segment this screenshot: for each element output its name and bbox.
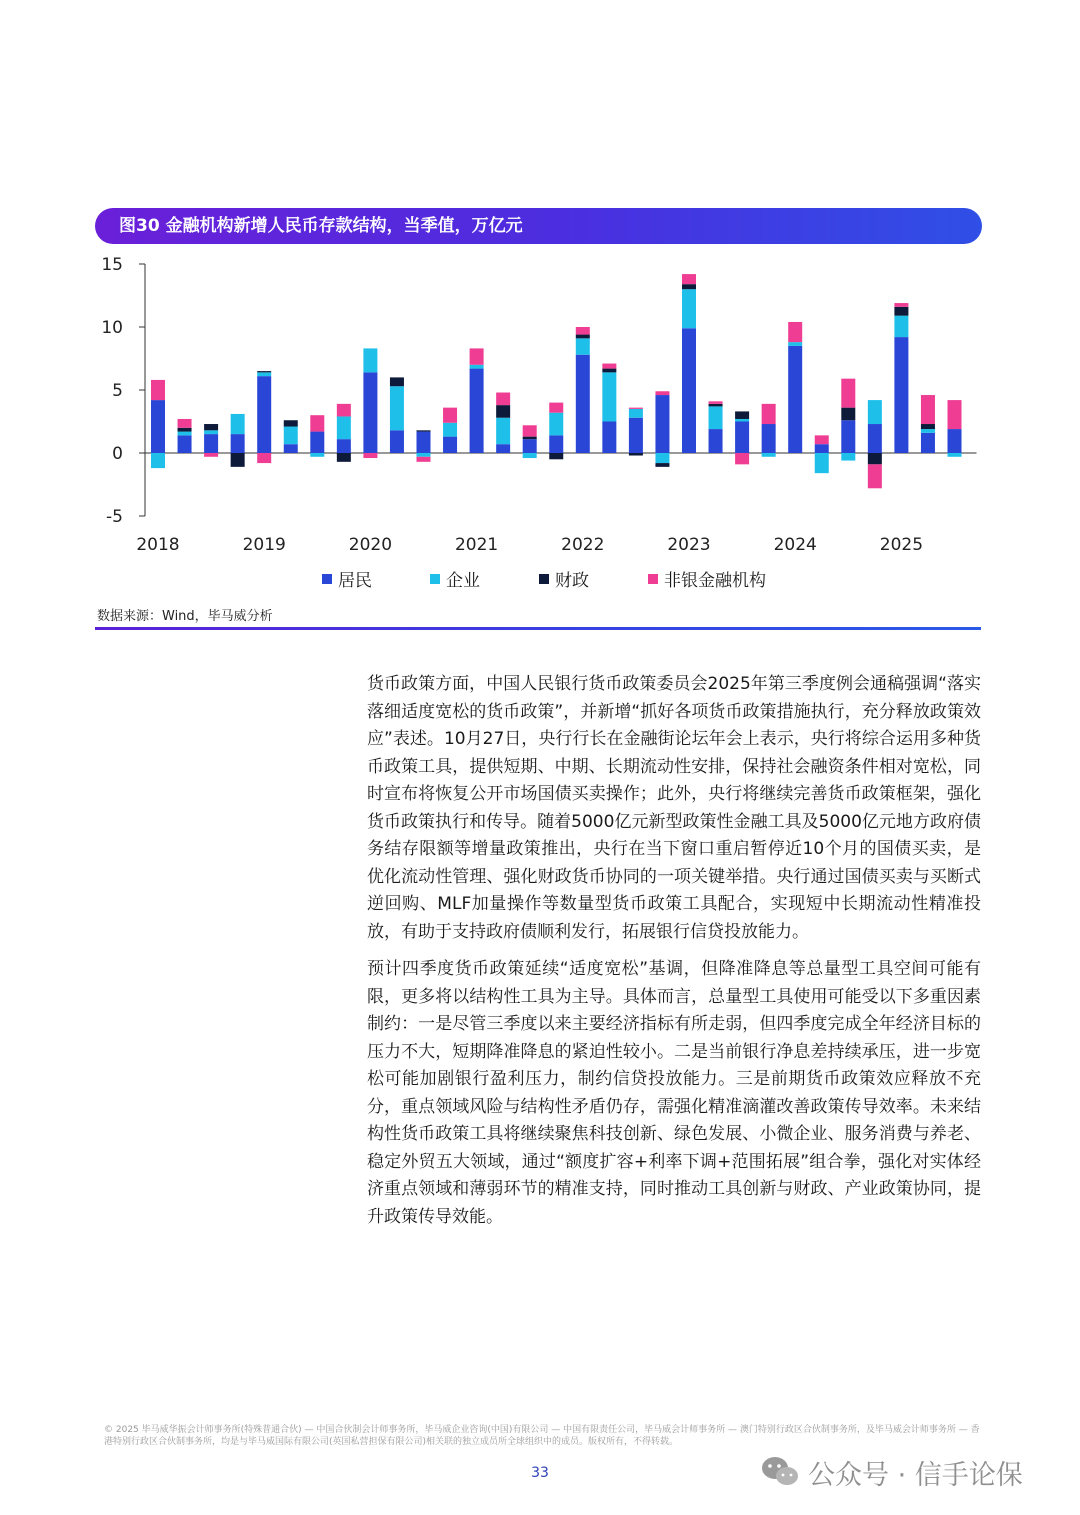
bar-segment-nonbank (868, 464, 882, 488)
bar-segment-residents (204, 434, 218, 453)
bar-segment-residents (549, 435, 563, 453)
bar-segment-enterprises (390, 386, 404, 430)
bar-segment-enterprises (762, 453, 776, 457)
bar-segment-residents (868, 424, 882, 453)
legend-swatch (539, 574, 549, 584)
bar-segment-residents (523, 439, 537, 453)
wechat-icon (760, 1455, 800, 1489)
bar-segment-residents (841, 420, 855, 453)
bar-segment-nonbank (204, 453, 218, 457)
bar-segment-nonbank (841, 379, 855, 408)
bar-segment-enterprises (496, 418, 510, 444)
bar-segment-residents (709, 429, 723, 453)
bar-segment-nonbank (762, 404, 776, 424)
bar-segment-residents (178, 435, 192, 453)
bar-segment-enterprises (523, 453, 537, 458)
bar-segment-residents (602, 422, 616, 454)
bar-segment-enterprises (231, 414, 245, 434)
bar-segment-enterprises (549, 413, 563, 436)
bar-segment-residents (682, 328, 696, 453)
x-tick-label: 2025 (879, 535, 924, 555)
bar-segment-enterprises (629, 409, 643, 418)
y-tick-label: 10 (101, 318, 123, 338)
watermark (760, 1452, 1023, 1492)
bar-segment-enterprises (788, 342, 802, 346)
x-tick-label: 2018 (136, 535, 180, 555)
source-divider (95, 627, 981, 630)
bar-segment-nonbank (257, 453, 271, 463)
bar-segment-enterprises (868, 400, 882, 424)
legend-item (648, 566, 766, 591)
legend-label: 企业 (446, 571, 480, 591)
bar-segment-enterprises (363, 348, 377, 372)
y-tick-label: 15 (101, 255, 123, 275)
x-tick-label: 2023 (667, 535, 711, 555)
y-tick-label: -5 (106, 507, 123, 527)
figure-title-bar (95, 208, 982, 244)
bar-segment-nonbank (337, 404, 351, 417)
bar-segment-fiscal (576, 335, 590, 339)
bar-segment-fiscal (523, 437, 537, 440)
bar-segment-enterprises (576, 338, 590, 354)
bar-segment-nonbank (178, 419, 192, 428)
bar-segment-fiscal (841, 408, 855, 421)
bar-segment-nonbank (788, 322, 802, 342)
bar-segment-nonbank (709, 401, 723, 404)
bar-segment-fiscal (709, 404, 723, 407)
bar-segment-enterprises (921, 429, 935, 433)
y-tick-label: 0 (112, 444, 123, 464)
bar-segment-nonbank (496, 393, 510, 406)
bar-segment-enterprises (417, 453, 431, 457)
bar-segment-residents (284, 444, 298, 453)
bar-segment-residents (470, 369, 484, 453)
bar-segment-fiscal (894, 307, 908, 316)
bar-segment-fiscal (257, 371, 271, 372)
bar-segment-enterprises (602, 372, 616, 421)
bar-segment-fiscal (549, 453, 563, 459)
legend-item (430, 566, 480, 591)
bar-segment-fiscal (337, 453, 351, 462)
x-tick-label: 2020 (348, 535, 393, 555)
legend-swatch (648, 574, 658, 584)
bar-segment-enterprises (470, 365, 484, 369)
bar-segment-enterprises (284, 427, 298, 445)
bar-segment-enterprises (178, 432, 192, 436)
bar-segment-fiscal (204, 424, 218, 430)
bar-segment-residents (496, 444, 510, 453)
bar-segment-residents (948, 429, 962, 453)
bar-segment-fiscal (284, 420, 298, 426)
x-tick-label: 2024 (773, 535, 817, 555)
bar-segment-enterprises (841, 453, 855, 461)
bar-segment-nonbank (523, 425, 537, 436)
bar-segment-residents (231, 434, 245, 453)
bar-segment-nonbank (576, 327, 590, 335)
bar-segment-residents (257, 376, 271, 453)
bar-segment-nonbank (682, 274, 696, 284)
bar-segment-enterprises (204, 430, 218, 434)
bar-segment-enterprises (337, 416, 351, 439)
bar-segment-fiscal (682, 284, 696, 289)
x-tick-label: 2019 (242, 535, 286, 555)
bar-segment-enterprises (709, 406, 723, 429)
bar-segment-nonbank (310, 415, 324, 431)
bar-segment-nonbank (948, 400, 962, 429)
bar-segment-nonbank (655, 391, 669, 395)
figure-title: 图30 金融机构新增人民币存款结构，当季值，万亿元 (119, 216, 523, 236)
legend-item (539, 566, 589, 591)
bar-segment-nonbank (602, 364, 616, 369)
x-tick-label: 2022 (561, 535, 605, 555)
page-number: 33 (531, 1465, 549, 1481)
y-tick-label: 5 (112, 381, 123, 401)
bar-segment-enterprises (894, 316, 908, 337)
source-note: 数据来源：Wind，毕马威分析 (97, 609, 273, 624)
chart-legend (0, 566, 1080, 592)
bar-segment-residents (788, 346, 802, 453)
bar-segment-fiscal (868, 453, 882, 464)
legend-label: 非银金融机构 (664, 571, 766, 591)
bar-segment-nonbank (363, 453, 377, 458)
bar-segment-nonbank (443, 408, 457, 423)
bar-segment-residents (337, 439, 351, 453)
bar-segment-residents (417, 432, 431, 453)
x-axis-labels (136, 535, 923, 555)
bar-segment-nonbank (815, 435, 829, 444)
bar-segment-residents (735, 422, 749, 454)
bar-segment-residents (151, 400, 165, 453)
bar-segment-fiscal (735, 411, 749, 419)
bar-segment-nonbank (629, 408, 643, 409)
legend-swatch (322, 574, 332, 584)
bar-segment-enterprises (948, 453, 962, 457)
legend-item (322, 566, 372, 591)
bar-segment-residents (655, 395, 669, 453)
bar-segment-residents (443, 437, 457, 453)
bar-segment-fiscal (921, 424, 935, 429)
bar-segment-fiscal (178, 428, 192, 432)
bar-segment-fiscal (417, 430, 431, 431)
body-text (367, 671, 981, 1241)
copyright-footer: © 2025 毕马威华振会计师事务所(特殊普通合伙) — 中国合伙制会计师事务所，毕马威企业咨询(中国)有限公司 — 中国有限责任公司，毕马威会计师事务所 — 澳门特别行政区合伙制事务所，及毕马威会计师事务所 — 香港特别行政区合伙制事务所，均是与毕马威国际有限公司(英国私营担保有限公司)相关联的独立成员所全球组织中的成员。版权所有，不得转载。 (104, 1425, 980, 1447)
bar-segment-enterprises (815, 453, 829, 473)
bar-segment-enterprises (257, 372, 271, 376)
bar-segment-fiscal (231, 453, 245, 467)
bars (151, 274, 962, 488)
bar-segment-enterprises (151, 453, 165, 468)
bar-segment-fiscal (655, 463, 669, 467)
bar-segment-fiscal (496, 405, 510, 418)
x-tick-label: 2021 (454, 535, 499, 555)
bar-segment-residents (310, 432, 324, 453)
watermark-text: 公众号 · 信手论保 (808, 1459, 1023, 1491)
bar-segment-fiscal (390, 377, 404, 386)
bar-segment-enterprises (310, 453, 324, 457)
paragraph: 预计四季度货币政策延续“适度宽松”基调，但降准降息等总量型工具空间可能有限，更多将以结构性工具为主导。具体而言，总量型工具使用可能受以下多重因素制约：一是尽管三季度以来主要经济指标有所走弱，但四季度完成全年经济目标的压力不大，短期降准降息的紧迫性较小。二是当前银行净息差持续承压，进一步宽松可能加剧银行盈利压力，制约信贷投放能力。三是前期货币政策效应释放不充分，重点领域风险与结构性矛盾仍存，需强化精准滴灌改善政策传导效率。未来结构性货币政策工具将继续聚焦科技创新、绿色发展、小微企业、服务消费与养老、稳定外贸五大领域，通过“额度扩容+利率下调+范围拓展”组合拳，强化对实体经济重点领域和薄弱环节的精准支持，同时推动工具创新与财政、产业政策协同，提升政策传导效能。 (367, 959, 981, 1227)
bar-segment-nonbank (921, 395, 935, 424)
bar-segment-residents (894, 337, 908, 453)
bar-segment-nonbank (151, 380, 165, 400)
bar-segment-nonbank (735, 453, 749, 464)
bar-segment-residents (363, 372, 377, 453)
bar-segment-residents (390, 430, 404, 453)
stacked-bar-chart (90, 250, 990, 560)
bar-segment-enterprises (443, 423, 457, 437)
bar-segment-nonbank (894, 303, 908, 307)
bar-segment-enterprises (682, 289, 696, 328)
bar-segment-enterprises (655, 453, 669, 463)
bar-segment-nonbank (417, 457, 431, 462)
paragraph: 货币政策方面，中国人民银行货币政策委员会2025年第三季度例会通稿强调“落实落细适度宽松的货币政策”，并新增“抓好各项货币政策措施执行，充分释放政策效应”表述。10月27日，央行行长在金融街论坛年会上表示，央行将综合运用多种货币政策工具，提供短期、中期、长期流动性安排，保持社会融资条件相对宽松，同时宣布将恢复公开市场国债买卖操作；此外，央行将继续完善货币政策框架，强化货币政策执行和传导。随着5000亿元新型政策性金融工具及5000亿元地方政府债务结存限额等增量政策推出，央行在当下窗口重启暂停近10个月的国债买卖，是优化流动性管理、强化财政货币协同的一项关键举措。央行通过国债买卖与买断式逆回购、MLF加量操作等数量型货币政策工具配合，实现短中长期流动性精准投放，有助于支持政府债顺利发行，拓展银行信贷投放能力。 (367, 674, 981, 942)
legend-label: 居民 (338, 571, 372, 591)
bar-segment-residents (921, 433, 935, 453)
bar-segment-residents (629, 418, 643, 453)
bar-segment-fiscal (629, 453, 643, 456)
bar-segment-fiscal (602, 369, 616, 373)
legend-label: 财政 (555, 571, 589, 591)
bar-segment-enterprises (735, 419, 749, 422)
bar-segment-residents (762, 424, 776, 453)
bar-segment-nonbank (470, 348, 484, 364)
bar-segment-residents (576, 355, 590, 453)
bar-segment-nonbank (549, 403, 563, 413)
legend-swatch (430, 574, 440, 584)
bar-segment-residents (815, 444, 829, 453)
